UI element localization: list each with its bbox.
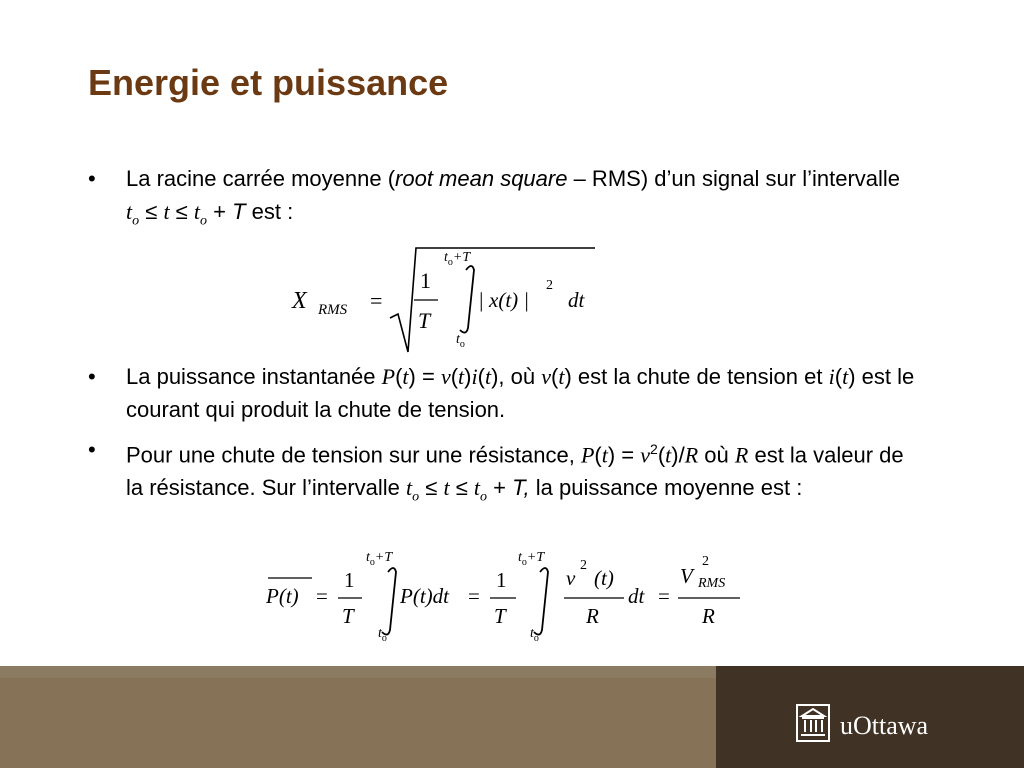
bullet-marker: • [88, 166, 96, 191]
bullet-rms-definition [88, 162, 918, 237]
bullet-resistance-power [88, 433, 918, 514]
equation-lines [262, 550, 752, 650]
equation-average-power: P(t) = 1 T $t_o+T$ $t_o$ P(t)dt = 1 T $t_o+T$ $t_o$ v 2 (t) R dt = V 2 RMS R [262, 550, 752, 650]
bullet-text: La racine carrée moyenne (root mean square – RMS) d’un signal sur l’intervalle $t_o \le t \le t_o + T$ est : [126, 166, 901, 229]
uottawa-logo[interactable] [796, 704, 928, 747]
bullet-marker: • [88, 437, 96, 462]
bullet-text: La puissance instantanée P(t) = v(t)i(t), où v(t) est la chute de tension et i(t) est le courant qui produit la chute de tension. [126, 364, 915, 422]
bullet-instantaneous-power [88, 360, 918, 426]
slide-title: Energie et puissance [88, 62, 449, 103]
university-building-icon [796, 704, 830, 747]
bullet-marker: • [88, 364, 96, 389]
logo-text: uOttawa [840, 710, 929, 740]
bullet-text: Pour une chute de tension sur une résistance, $P(t) = v^2(t)/R$ où R est la valeur de la résistance. Sur l’intervalle $t_o \le t \le t_o + T$, la puissance moyenne est : [126, 441, 904, 505]
equation-rms: X RMS = 1 T $t_o+T$ $t_o$ | x(t) | 2 dt [290, 244, 600, 356]
